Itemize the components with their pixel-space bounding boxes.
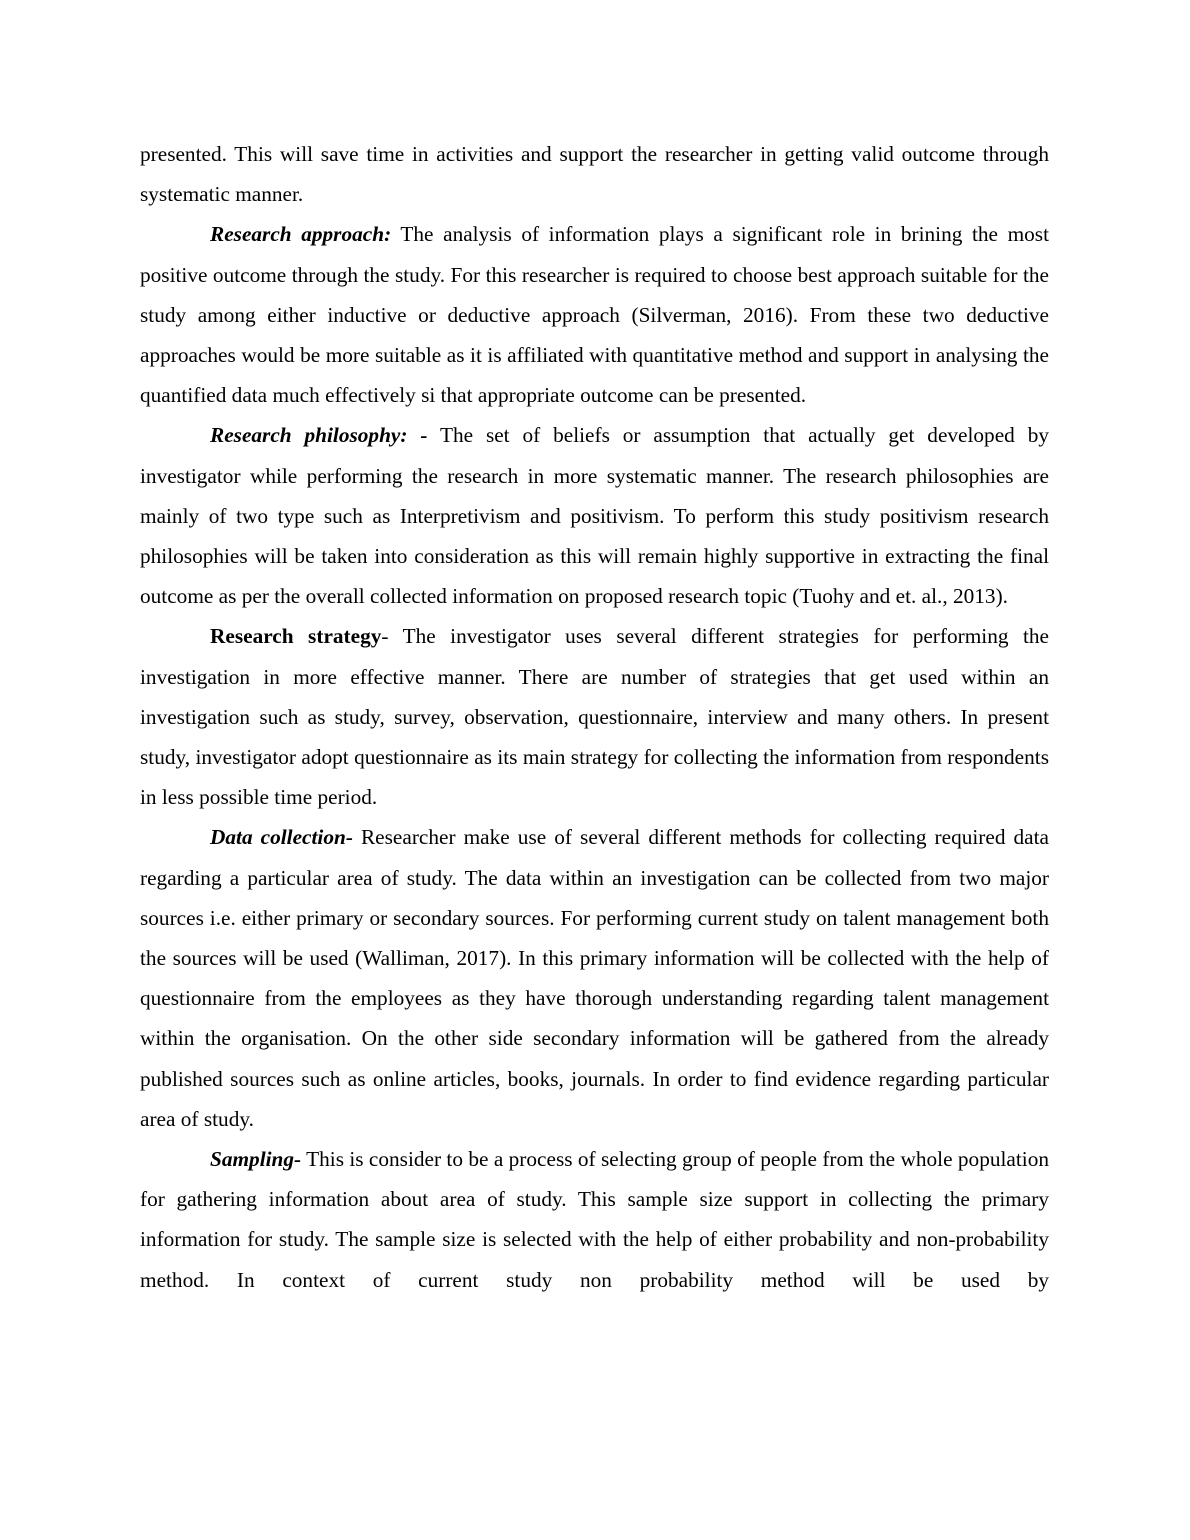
document-page: [140, 134, 1049, 1300]
sampling-heading: Sampling-: [210, 1147, 302, 1172]
paragraph-body: This is consider to be a process of selecting group of people from the whole population for gathering information about area of study. This sample size support in collecting the primary information for study. The sample size is selected with the help of either probability and non-probability method. In context of current study non probability method will be used by: [140, 1147, 1049, 1292]
paragraph-body: The set of beliefs or assumption that actually get developed by investigator while performing the research in more systematic manner. The research philosophies are mainly of two type such as Interpretivism and positivism. To perform this study positivism research philosophies will be taken into consideration as this will remain highly supportive in extracting the final outcome as per the overall collected information on proposed research topic (Tuohy and et. al., 2013).: [140, 423, 1049, 609]
research-approach-heading: Research approach:: [210, 222, 392, 247]
paragraph-body: Researcher make use of several different methods for collecting required data regarding a particular area of study. The data within an investigation can be collected from two major sources i.e. either primary or secondary sources. For performing current study on talent management both the sources will be used (Walliman, 2017). In this primary information will be collected with the help of questionnaire from the employees as they have thorough understanding regarding talent management within the organisation. On the other side secondary information will be gathered from the already published sources such as online articles, books, journals. In order to find evidence regarding particular area of study.: [140, 825, 1049, 1131]
paragraph-body: presented. This will save time in activities and support the researcher in getting valid outcome through systematic manner.: [140, 142, 1049, 207]
paragraph-research-philosophy: [140, 415, 1049, 616]
paragraph-body: The analysis of information plays a significant role in brining the most positive outcome through the study. For this researcher is required to choose best approach suitable for the study among either inductive or deductive approach (Silverman, 2016). From these two deductive approaches would be more suitable as it is affiliated with quantitative method and support in analysing the quantified data much effectively si that appropriate outcome can be presented.: [140, 222, 1050, 408]
paragraph-research-approach: [140, 214, 1049, 415]
paragraph-continuation: [140, 134, 1049, 214]
data-collection-heading: Data collection-: [210, 825, 353, 850]
research-philosophy-heading: Research philosophy: -: [210, 423, 428, 448]
paragraph-research-strategy: [140, 616, 1049, 817]
paragraph-sampling: [140, 1139, 1049, 1300]
paragraph-data-collection: [140, 817, 1049, 1139]
paragraph-body: - The investigator uses several different strategies for performing the investigation in more effective manner. There are number of strategies that get used within an investigation such as study, survey, observation, questionnaire, interview and many others. In present study, investigator adopt questionnaire as its main strategy for collecting the information from respondents in less possible time period.: [140, 624, 1049, 810]
research-strategy-heading: Research strategy: [210, 624, 382, 649]
